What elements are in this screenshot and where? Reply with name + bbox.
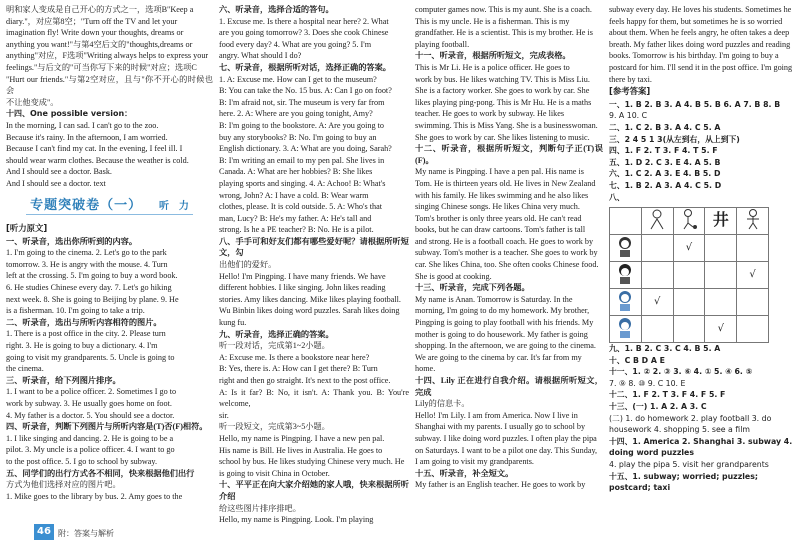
- girl-avatar-icon: [616, 235, 634, 257]
- text-line: 不让他变成"。: [6, 97, 59, 107]
- text-line: imagination fly! Write down your thoughts, dreams or: [6, 28, 184, 38]
- banner-underline: [26, 214, 193, 215]
- text-line: 1. I'm going to the cinema. 2. Let's go to the park: [6, 248, 167, 258]
- column-1: [6, 4, 213, 504]
- text-line: here. 2. A: Where are you going tonight, Amy?: [219, 109, 373, 119]
- text-line: breath. My father likes doing word puzzles and reading: [609, 39, 791, 49]
- grid-cell: [737, 262, 769, 289]
- text-line: pilot. 3. My uncle is a police officer. 4. I want to go: [6, 445, 175, 455]
- text-line: This is Mr Li. He is a police officer. He goes to: [415, 62, 570, 72]
- text-line: Lily的信息卡。: [415, 399, 470, 409]
- text-line: 方式为他们选择对应的图片吧。: [6, 480, 121, 490]
- banner-subtitle: 听 力: [158, 200, 189, 212]
- text-line: 四、听录音，判断下列图片与所听内容是(T)否(F)相符。: [6, 422, 208, 432]
- text-line: likes playing ping-pong. This is Mr Hu. He is a maths: [415, 97, 592, 107]
- text-line: This is my uncle. He is a fisherman. This is my: [415, 16, 570, 26]
- text-line: In the morning, I can sad. I can't go to the zoo.: [6, 120, 159, 130]
- text-line: B: I'm afraid not, sir. The museum is very far from: [219, 97, 385, 107]
- grid-cell: [641, 235, 673, 262]
- text-line: wrong, John? A: I have a cold. B: Wear warm: [219, 190, 369, 200]
- text-line: English dictionary. 3. A: What are you doing, Sarah?: [219, 144, 392, 154]
- text-line: 7. ⑨ 8. ⑩ 9. C 10. E: [609, 378, 686, 388]
- text-line: She is good at cooking.: [415, 271, 492, 281]
- text-line: 十四、Lily 正在进行自我介绍。请根据所听短文，完成: [415, 376, 603, 397]
- text-line: 十二、听录音，根据所听短文，判断句子正(T)误(F)。: [415, 144, 603, 165]
- grid-cell: [705, 289, 737, 316]
- grid-cell: [673, 262, 705, 289]
- text-line: home.: [415, 364, 436, 374]
- text-line: My name is Pingping. I have a pen pal. His name is: [415, 167, 584, 177]
- text-line: anything you want!"与第4空后文的"thoughts,dreams or: [6, 39, 193, 49]
- grid-cell: [705, 316, 737, 343]
- grid-cell: [673, 235, 705, 262]
- footer-label: 附：答案与解析: [58, 529, 114, 538]
- child-singing-icon: [648, 208, 666, 230]
- text-line: 十二、1. F 2. T 3. F 4. F 5. F: [609, 390, 726, 400]
- text-line: singing Chinese songs. He likes China very much.: [415, 202, 580, 212]
- column-2: [219, 4, 409, 534]
- text-line: about them. When he feels angry, he often takes a deep: [609, 28, 790, 38]
- text-line: She is a factory worker. She goes to work by car. She: [415, 86, 590, 96]
- text-line: [6, 502, 213, 504]
- text-line: 十一、1. ② 2. ③ 3. ⑥ 4. ① 5. ④ 6. ⑤: [609, 367, 753, 377]
- text-line: 八、手手可和好友们都有哪些爱好呢？请根据所听短文，勾: [219, 236, 409, 258]
- text-line: and strong. He is a football coach. He goes to work by: [415, 236, 594, 246]
- text-line: housework 4. shopping 5. see a film: [609, 425, 750, 435]
- text-line: stories. Amy likes dancing. Mike likes playing football.: [219, 294, 401, 304]
- grid-cell: [737, 289, 769, 316]
- text-line: angry. What should I do?: [219, 51, 302, 61]
- text-line: different hobbies. I like singing. John likes reading: [219, 283, 386, 293]
- text-line: 听一段对话，完成第1~2小题。: [219, 341, 330, 351]
- text-line: 给这些图片排序排吧。: [219, 503, 301, 513]
- text-line: kung fu.: [219, 318, 247, 328]
- text-line: car. She likes China, too. She often cooks Chinese food.: [415, 260, 599, 270]
- text-line: 十、平平正在向大家介绍她的家人哦，快来根据所听介绍: [219, 480, 409, 501]
- grid-cell: [610, 262, 642, 289]
- text-line: 五、同学们的出行方式各不相同，快来根据他们出行: [6, 468, 195, 478]
- text-line: 九、听录音，选择正确的答案。: [219, 329, 334, 339]
- word-puzzle-icon: 井: [712, 209, 729, 229]
- text-line: Hello! I'm Pingping. I have many friends. We have: [219, 271, 386, 281]
- text-line: A: Is it far? B: No, it isn't. A: Thank you. B: You're welcome,: [219, 387, 409, 409]
- check-mark: √: [685, 242, 693, 254]
- text-line: subway. Tom's mother is a teacher. She goes to work by: [415, 248, 598, 258]
- text-line: Wu Binbin likes doing word puzzles. Sarah likes doing: [219, 306, 400, 316]
- grid-cell: [737, 235, 769, 262]
- check-mark: √: [717, 323, 724, 335]
- text-line: 三、2 4 5 1 3(从左到右，从上到下): [609, 134, 740, 144]
- text-line: right. 3. He is going to buy a dictionary. 4. I'm: [6, 341, 158, 351]
- text-line: Because I can't find my cat. In the evening, I feel ill. I: [6, 144, 183, 154]
- text-line: 十、C B D A E: [609, 355, 665, 365]
- page-number: 46: [34, 524, 54, 540]
- text-line: "Hurt our friends."与第2空对应，且与"你不开心的时候也会: [6, 74, 213, 96]
- text-line: Canada. A: What are her hobbies? B: She likes: [219, 167, 373, 177]
- text-line: We are going to the cinema by car. It's far from my: [415, 352, 582, 362]
- text-line: with his family. He likes swimming and he also likes: [415, 190, 589, 200]
- grid-cell: [641, 289, 673, 316]
- text-line: 4. play the pipa 5. visit her grandparents: [609, 460, 769, 470]
- text-line: 1. A: Excuse me. How can I get to the museum?: [219, 74, 377, 84]
- text-line: mother is going to do housework. My father is going: [415, 329, 588, 339]
- text-line: My name is Anan. Tomorrow is Saturday. In the: [415, 294, 573, 304]
- text-line: (二) 1. do homework 2. play football 3. do: [609, 413, 772, 423]
- text-line: Tom's brother is only three years old. He can't read: [415, 213, 582, 223]
- text-line: swimming. This is Miss Yang. She is a businesswoman.: [415, 120, 598, 130]
- text-line: 十三、听录音，完成下列各题。: [415, 283, 530, 293]
- check-mark: √: [654, 296, 661, 308]
- text-line: And I should see a doctor. Bask.: [6, 167, 112, 177]
- text-line: subway. I like doing word puzzles. I often play the pipa: [415, 433, 597, 443]
- text-line: She goes to work by car. She likes listening to music.: [415, 132, 590, 142]
- text-line: computer games now. This is my aunt. She is a coach.: [415, 5, 592, 14]
- text-line: 明和家人变成是自己开心的方式之一，选项B"Keep a: [6, 5, 194, 14]
- text-line: 六、1. C 2. A 3. E 4. B 5. D: [609, 169, 721, 179]
- text-line: subway every day. He loves his students. Sometimes he: [609, 5, 792, 14]
- text-line: are you going tomorrow? 3. Does she cook Chinese: [219, 28, 389, 38]
- text-line: I am going to visit my grandparents.: [415, 457, 534, 467]
- text-line: Tom. He is thirteen years old. He lives in New Zealand: [415, 178, 596, 188]
- text-line: work by subway. 3. He usually goes home on foot.: [6, 399, 172, 408]
- text-line: 四、1. F 2. T 3. F 4. T 5. F: [609, 146, 718, 156]
- text-line: Hello, my name is Pingping. I have a new pen pal.: [219, 433, 385, 443]
- text-line: 1. I want to be a police officer. 2. Sometimes I go to: [6, 387, 177, 397]
- text-line: work by bus. He likes watching TV. This is Miss Liu.: [415, 74, 590, 84]
- text-line: 十四、1. America 2. Shanghai 3. subway 4. doing word puzzles: [609, 436, 793, 458]
- text-line: feels happy for them, but sometimes he is so worried: [609, 16, 783, 26]
- text-line: 4. My father is a doctor. 5. You should see a doctor.: [6, 410, 175, 420]
- text-line: Hello! I'm Lily. I am from America. Now I live in: [415, 410, 578, 420]
- text-line: 三、听录音，给下列图片排序。: [6, 375, 121, 385]
- boy-avatar-icon: [616, 316, 634, 338]
- text-line: 1. Mike goes to the library by bus. 2. Amy goes to the: [6, 491, 183, 501]
- text-line: His name is Bill. He lives in Australia. He goes to: [219, 445, 383, 455]
- grid-cell: [641, 262, 673, 289]
- section-banner: [6, 197, 213, 216]
- text-line: Hello, my name is Pingping. Look. I'm playing: [219, 515, 374, 525]
- text-line: 1. I like singing and dancing. 2. He is going to be a: [6, 433, 174, 443]
- grid-cell: [705, 208, 737, 235]
- grid-cell: [673, 289, 705, 316]
- text-line: Shanghai with my parents. I usually go to school by: [415, 422, 586, 432]
- text-line: is going to visit China in October.: [219, 468, 330, 478]
- text-line: tomorrow. 3. He is angry with the mouse. 4. Turn: [6, 259, 168, 269]
- text-line: on Saturdays. I want to be a pilot one day. This Sunday,: [415, 445, 598, 455]
- reference-answers-title: [参考答案]: [609, 86, 651, 97]
- text-line: grandfather. He is a scientist. This is my brother. He is: [415, 28, 593, 38]
- text-line: And I should see a doctor. text: [6, 178, 106, 188]
- text-line: feelings."与后文的"可当你写下来的时候"对应；选项C: [6, 62, 197, 72]
- section14-title: 十四、One possible version：: [6, 109, 133, 119]
- text-line: 九、1. B 2. C 3. C 4. B 5. A: [609, 344, 721, 354]
- text-line: teacher. He goes to work by subway. He likes: [415, 109, 565, 119]
- text-line: playing football.: [415, 39, 470, 49]
- banner-title: 专题突破卷（一）: [30, 197, 143, 213]
- grid-cell: [610, 289, 642, 316]
- grid-cell: [673, 316, 705, 343]
- text-line: 七、听录音，根据所听对话，选择正确的答案。: [219, 62, 391, 72]
- text-line: Because it's rainy. In the afternoon, I am worried.: [6, 132, 168, 142]
- text-line: the cinema.: [6, 364, 44, 374]
- text-line: should wear warm clothes. Because the weather is cold.: [6, 155, 189, 165]
- grid-cell: [737, 208, 769, 235]
- girl-avatar-icon: [616, 289, 634, 311]
- football-player-icon: [680, 208, 698, 230]
- text-line: man, Lucy? B: He's my father. A: He's tall and: [219, 213, 372, 223]
- text-line: there by taxi.: [609, 74, 652, 84]
- text-line: strong. Is he a PE teacher? B: No. He is a pilot.: [219, 225, 374, 235]
- dancer-icon: [744, 208, 762, 230]
- text-line: postcard for him. I'll send it in the post office. I'm going: [609, 62, 793, 72]
- text-line: 七、1. B 2. A 3. A 4. C 5. D: [609, 180, 722, 190]
- text-line: B: I'm writing an email to my pen pal. She lives in: [219, 155, 385, 165]
- text-line: 听一段短文，完成第3~5小题。: [219, 422, 330, 432]
- text-line: Pingping is going to play football with his friends. My: [415, 318, 594, 328]
- text-line: 二、听录音，选出与所听内容相符的图片。: [6, 317, 162, 327]
- text-line: going to visit my grandparents. 5. Uncle is going to: [6, 352, 175, 362]
- text-line: shopping. In the afternoon, we are going to the cinema.: [415, 341, 596, 351]
- text-line: 二、1. C 2. B 3. A 4. C 5. A: [609, 122, 721, 132]
- text-line: next week. 8. She is going to Beijing by plane. 9. He: [6, 294, 179, 304]
- grid-cell: [641, 316, 673, 343]
- text-line: anything"对应，F选项"Writing always helps to express your: [6, 51, 209, 61]
- page-footer: [0, 524, 214, 544]
- text-line: 6. He studies Chinese every day. 7. Let's go hiking: [6, 283, 172, 293]
- text-line: books, but he can draw cartoons. Tom's father is tall: [415, 225, 586, 235]
- text-line: 八、: [609, 192, 625, 202]
- text-line: playing sports and singing. 4. A: Achoo! B: What's: [219, 178, 386, 188]
- text-line: buy any storybooks? B: No. I'm going to buy an: [219, 132, 377, 142]
- text-line: is a fisherman. 10. I'm going to take a trip.: [6, 306, 145, 316]
- text-line: 出他们的爱好。: [219, 260, 277, 270]
- grid-cell: [705, 262, 737, 289]
- text-line: B: Yes, there is. A: How can I get there? B: Turn: [219, 364, 378, 374]
- text-line: left at the crossing. 5. I'm going to buy a word book.: [6, 271, 178, 281]
- column-3: [415, 4, 603, 534]
- text-line: 十三、(一) 1. A 2. A 3. C: [609, 402, 707, 412]
- listen-title: [听力原文]: [6, 223, 48, 234]
- text-line: 五、1. D 2. C 3. E 4. A 5. B: [609, 157, 721, 167]
- grid-cell: [705, 235, 737, 262]
- text-line: 1. Excuse me. Is there a hospital near here? 2. What: [219, 16, 389, 26]
- text-line: to the post office. 5. I go to school by subway.: [6, 456, 157, 466]
- text-line: sir.: [219, 410, 229, 420]
- text-line: 十五、听录音，补全短文。: [415, 468, 514, 478]
- grid-cell: [673, 208, 705, 235]
- text-line: B: I'm going to the bookstore. A: Are you going to: [219, 120, 384, 130]
- text-line: food every day? 4. What are you going? 5. I'm: [219, 39, 372, 49]
- text-line: 一、1. B 2. B 3. A 4. B 5. B 6. A 7. B 8. B: [609, 99, 781, 109]
- text-line: school by bus. He likes studying Chinese very much. He: [219, 457, 405, 467]
- text-line: diary."，对应第8空；"Turn off the TV and let your: [6, 16, 178, 26]
- text-line: books. Tomorrow is his birthday. I'm going to buy a: [609, 51, 779, 61]
- text-line: 9. A 10. C: [609, 111, 648, 121]
- grid-cell: [610, 235, 642, 262]
- grid-cell: [737, 316, 769, 343]
- text-line: 十一、听录音，根据所听短文，完成表格。: [415, 51, 571, 61]
- text-line: 十五、1. subway; worried; puzzles; postcard; taxi: [609, 471, 758, 493]
- text-line: morning, I'm going to do my homework. My brother,: [415, 306, 590, 316]
- boy-avatar-icon: [616, 262, 634, 284]
- check-mark: √: [749, 269, 756, 281]
- grid-cell: [610, 208, 642, 235]
- text-line: right and then go straight. It's next to the post office.: [219, 376, 391, 385]
- answer-grid: [609, 207, 769, 343]
- text-line: 1. There is a post office in the city. 2. Please turn: [6, 329, 166, 339]
- column-4: [609, 4, 799, 534]
- text-line: My father is an English teacher. He goes to work by: [415, 480, 586, 490]
- text-line: B: You can take the No. 15 bus. A: Can I go on foot?: [219, 86, 392, 96]
- grid-cell: [610, 316, 642, 343]
- text-line: clothes, please. It is cold outside. 5. A: Who's that: [219, 202, 383, 212]
- grid-cell: [641, 208, 673, 235]
- text-line: 六、听录音，选择合适的答句。: [219, 5, 334, 14]
- text-line: A: Excuse me. Is there a bookstore near here?: [219, 352, 370, 362]
- text-line: 一、听录音，选出你所听到的内容。: [6, 236, 138, 246]
